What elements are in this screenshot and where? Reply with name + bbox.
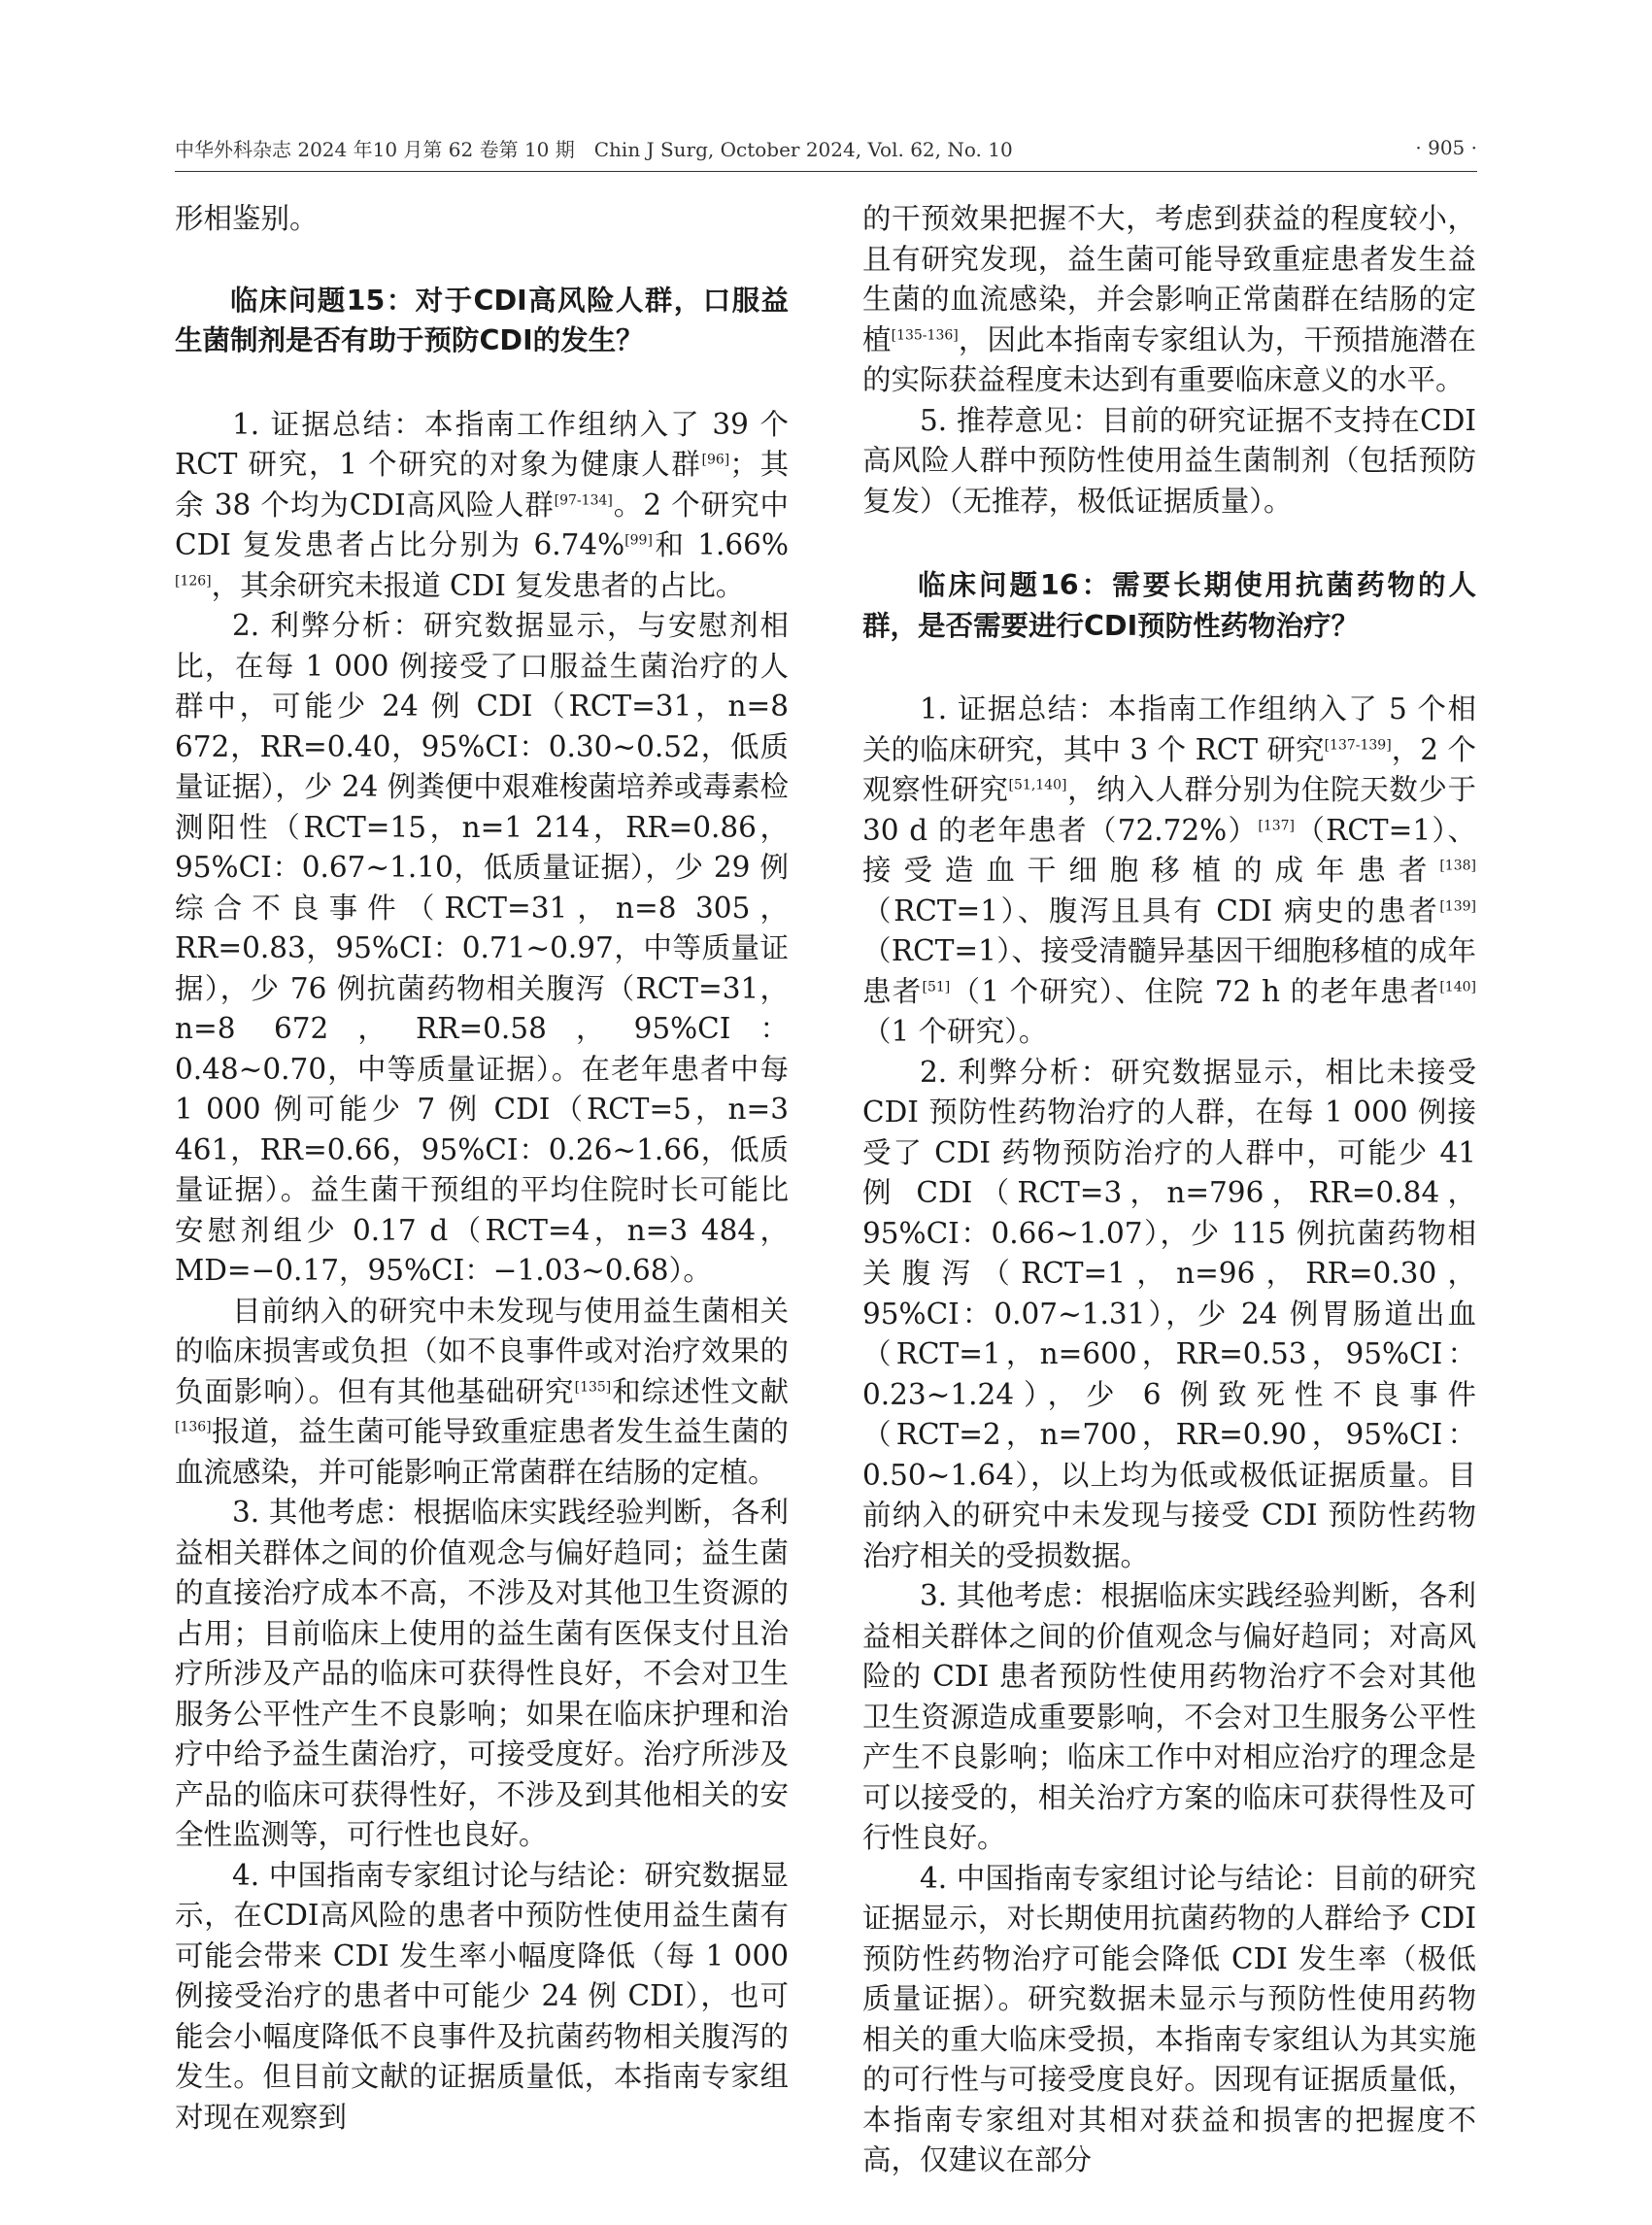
left-column: [175, 199, 789, 2138]
citation-ref: [126]: [175, 573, 212, 589]
benefit-harm-paragraph: 2. 利弊分析：研究数据显示，相比未接受 CDI 预防性药物治疗的人群，在每 1 000 例接受了 CDI 药物预防治疗的人群中，可能少 41 例 CDI（RCT=3，n=796，RR=0.84，95%CI：0.66~1.07），少 115 例抗菌药物相关腹泻（RCT=1，n=96，RR=0.30，95%CI：0.07~1.31），少 24 例胃肠道出血（RCT=1，n=600，RR=0.53，95%CI：0.23~1.24），少 6 例致死性不良事件（RCT=2，n=700，RR=0.90，95%CI：0.50~1.64），以上均为低或极低证据质量。目前纳入的研究中未发现与接受 CDI 预防性药物治疗相关的受损数据。: [862, 1055, 1476, 1572]
citation-ref: [97-134]: [554, 492, 613, 508]
citation-ref: [138]: [1439, 858, 1476, 874]
intro-fragment: 形相鉴别。: [175, 202, 319, 235]
expert-conclusion-continued: 的干预效果把握不大，考虑到获益的程度较小，且有研究发现，益生菌可能导致重症患者发生益生菌的血流感染，并会影响正常菌群在结肠的定植[135-136]，因此本指南专家组认为，干预措施潜在的实际获益程度未达到有重要临床意义的水平。: [862, 202, 1476, 396]
citation-ref: [51,140]: [1008, 777, 1067, 793]
journal-citation: 中华外科杂志 2024 年10 月第 62 卷第 10 期 Chin J Surg, October 2024, Vol. 62, No. 10: [175, 137, 1013, 161]
other-considerations-paragraph: 3. 其他考虑：根据临床实践经验判断，各利益相关群体之间的价值观念与偏好趋同；益生菌的直接治疗成本不高，不涉及对其他卫生资源的占用；目前临床上使用的益生菌有医保支付且治疗所涉及产品的临床可获得性良好，不会对卫生服务公平性产生不良影响；如果在临床护理和治疗中给予益生菌治疗，可接受度好。治疗所涉及产品的临床可获得性好，不涉及到其他相关的安全性监测等，可行性也良好。: [175, 1496, 789, 1851]
right-column: [862, 199, 1476, 2181]
recommendation-paragraph: 5. 推荐意见：目前的研究证据不支持在CDI高风险人群中预防性使用益生菌制剂（包括预防复发）（无推荐，极低证据质量）。: [862, 403, 1476, 518]
citation-ref: [136]: [175, 1419, 212, 1435]
expert-conclusion-paragraph: 4. 中国指南专家组讨论与结论：目前的研究证据显示，对长期使用抗菌药物的人群给予 CDI 预防性药物治疗可能会降低 CDI 发生率（极低质量证据）。研究数据未显示与预防性使用药物相关的重大临床受损，本指南专家组认为其实施的可行性与可接受度良好。因现有证据质量低，本指南专家组对其相对获益和损害的把握度不高，仅建议在部分: [862, 1861, 1476, 2176]
clinical-question-16-heading: 临床问题16：需要长期使用抗菌药物的人群，是否需要进行CDI预防性药物治疗？: [862, 569, 1476, 642]
header-rule: [175, 171, 1477, 172]
citation-ref: [140]: [1439, 979, 1476, 995]
citation-ref: [137-139]: [1324, 737, 1392, 753]
benefit-harm-paragraph: 2. 利弊分析：研究数据显示，与安慰剂相比，在每 1 000 例接受了口服益生菌治疗的人群中，可能少 24 例 CDI（RCT=31，n=8 672，RR=0.40，95%CI：0.30~0.52，低质量证据），少 24 例粪便中艰难梭菌培养或毒素检测阳性（RCT=15，n=1 214，RR=0.86，95%CI：0.67~1.10，低质量证据），少 29 例综合不良事件（RCT=31，n=8 305，RR=0.83，95%CI：0.71~0.97，中等质量证据），少 76 例抗菌药物相关腹泻（RCT=31，n=8 672，RR=0.58，95%CI：0.48~0.70，中等质量证据）。在老年患者中每 1 000 例可能少 7 例 CDI（RCT=5，n=3 461，RR=0.66，95%CI：0.26~1.66，低质量证据）。益生菌干预组的平均住院时长可能比安慰剂组少 0.17 d（RCT=4，n=3 484，MD=−0.17，95%CI：−1.03~0.68）。: [175, 609, 789, 1287]
citation-ref: [51]: [922, 979, 951, 995]
citation-ref: [135-136]: [891, 327, 959, 343]
citation-ref: [96]: [701, 452, 730, 468]
citation-ref: [135]: [574, 1379, 612, 1395]
citation-ref: [99]: [624, 532, 653, 549]
evidence-summary-paragraph: 1. 证据总结：本指南工作组纳入了 5 个相关的临床研究，其中 3 个 RCT 研究[137-139]，2 个观察性研究[51,140]，纳入人群分别为住院天数少于 30 d 的老年患者（72.72%）[137]（RCT=1）、接受造血干细胞移植的成年患者[138]（RCT=1）、腹泻且具有 CDI 病史的患者[139]（RCT=1）、接受清髓异基因干细胞移植的成年患者[51]（1 个研究）、住院 72 h 的老年患者[140]（1 个研究）。: [862, 692, 1476, 1048]
citation-ref: [139]: [1439, 898, 1476, 914]
other-considerations-paragraph: 3. 其他考虑：根据临床实践经验判断，各利益相关群体之间的价值观念与偏好趋同；对高风险的 CDI 患者预防性使用药物治疗不会对其他卫生资源造成重要影响，不会对卫生服务公平性产生不良影响；临床工作中对相应治疗的理念是可以接受的，相关治疗方案的临床可获得性及可行性良好。: [862, 1579, 1476, 1854]
page-number: · 905 ·: [1415, 136, 1477, 159]
harm-note-paragraph: 目前纳入的研究中未发现与使用益生菌相关的临床损害或负担（如不良事件或对治疗效果的负面影响）。但有其他基础研究[135]和综述性文献[136]报道，益生菌可能导致重症患者发生益生菌的血流感染，并可能影响正常菌群在结肠的定植。: [175, 1294, 789, 1489]
clinical-question-15-heading: 临床问题15：对于CDI高风险人群，口服益生菌制剂是否有助于预防CDI的发生？: [175, 284, 789, 356]
evidence-summary-paragraph: 1. 证据总结：本指南工作组纳入了 39 个 RCT 研究，1 个研究的对象为健康人群[96]；其余 38 个均为CDI高风险人群[97-134]。2 个研究中 CDI 复发患者占比分别为 6.74%[99]和 1.66%[126]，其余研究未报道 CDI 复发患者的占比。: [175, 407, 789, 602]
running-header: [175, 134, 1477, 161]
citation-ref: [137]: [1258, 818, 1296, 833]
expert-conclusion-paragraph: 4. 中国指南专家组讨论与结论：研究数据显示，在CDI高风险的患者中预防性使用益生菌有可能会带来 CDI 发生率小幅度降低（每 1 000 例接受治疗的患者中可能少 24 例 CDI），也可能会小幅度降低不良事件及抗菌药物相关腹泻的发生。但目前文献的证据质量低，本指南专家组对现在观察到: [175, 1858, 789, 2134]
